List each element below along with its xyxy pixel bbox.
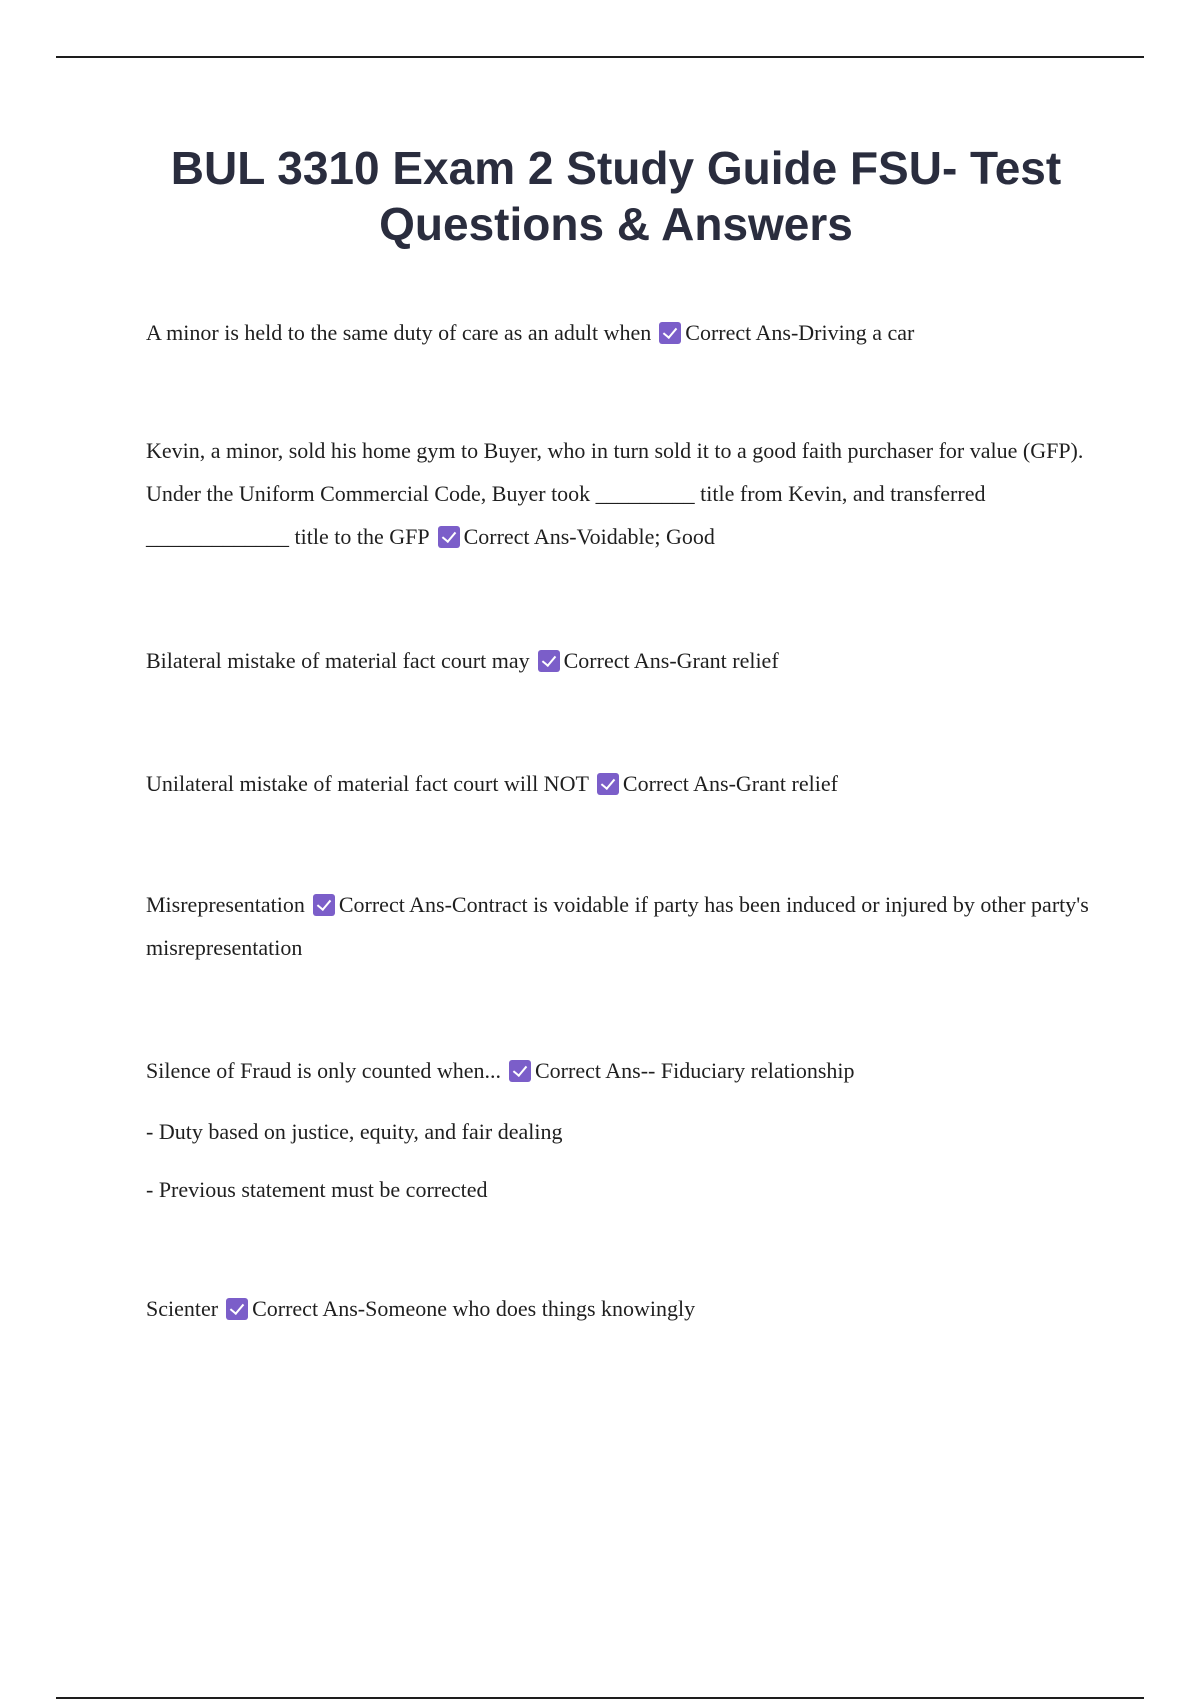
qa-item-7 [146,1287,1096,1330]
answer-text: Correct Ans-Grant relief [622,771,838,796]
answer-text: Correct Ans-Grant relief [563,648,779,673]
checkbox-checked-icon [538,650,560,672]
answer-text: Correct Ans-Driving a car [685,320,915,345]
answer-text: Correct Ans-Contract is voidable if party has been induced or injured by other party's misrepresentation [146,892,1089,960]
question-text: Silence of Fraud is only counted when... [146,1058,501,1083]
question-text: Scienter [146,1296,219,1321]
checkbox-checked-icon [659,322,681,344]
checkbox-checked-icon [509,1060,531,1082]
qa-item-6 [146,1049,1096,1092]
answer-text: Correct Ans-- Fiduciary relationship [535,1058,855,1083]
qa-item-4 [146,762,1096,805]
answer-note-2: - Previous statement must be corrected [146,1177,488,1202]
document-title: BUL 3310 Exam 2 Study Guide FSU- Test Questions & Answers [170,142,1062,250]
qa-item-1 [146,311,1096,354]
question-text: Unilateral mistake of material fact court will NOT [146,771,589,796]
answer-note-1: - Duty based on justice, equity, and fair dealing [146,1119,563,1144]
checkbox-checked-icon [597,773,619,795]
checkbox-checked-icon [226,1298,248,1320]
qa-item-5 [146,883,1096,969]
answer-text: Correct Ans-Someone who does things knowingly [252,1296,696,1321]
bottom-rule [56,1697,1144,1699]
checkbox-checked-icon [313,894,335,916]
answer-text: Correct Ans-Voidable; Good [463,524,715,549]
question-text: A minor is held to the same duty of care as an adult when [146,320,652,345]
top-rule [56,56,1144,58]
question-text: Bilateral mistake of material fact court may [146,648,530,673]
question-text: Kevin, a minor, sold his home gym to Buyer, who in turn sold it to a good faith purchaser for value (GFP). Under the Uniform Commercial Code, Buyer took _________ title from Kevin, and transferred _____________ title to the GFP [146,438,1084,549]
checkbox-checked-icon [438,526,460,548]
qa-item-2 [146,429,1096,558]
question-text: Misrepresentation [146,892,305,917]
qa-item-3 [146,639,1096,682]
